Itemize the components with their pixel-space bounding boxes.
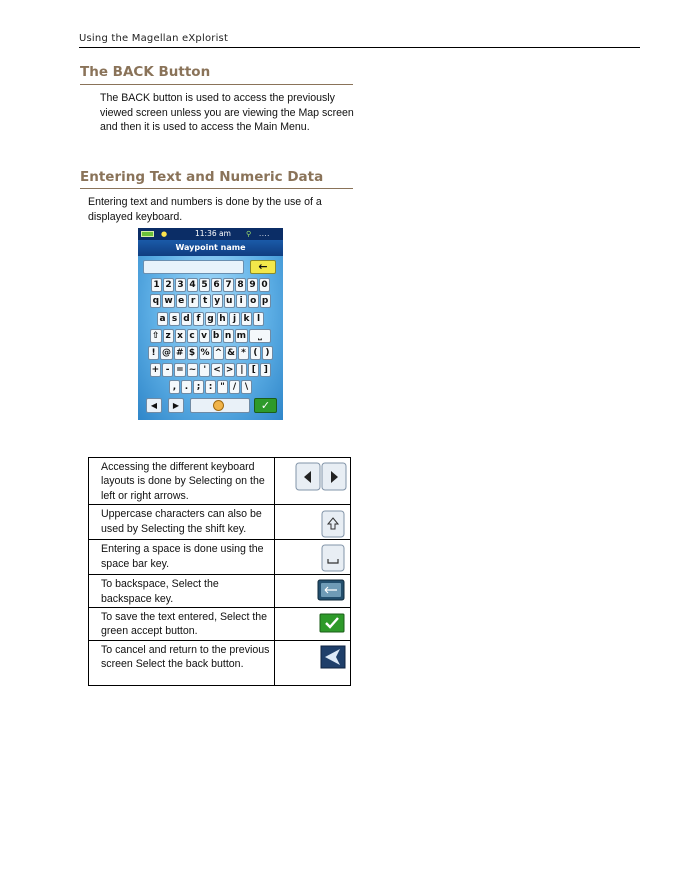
keyboard-key[interactable]: ⇧ (152, 331, 160, 341)
keyboard-key[interactable]: z (163, 329, 174, 343)
keyboard-key[interactable]: > (225, 365, 234, 375)
keyboard-key[interactable]: i (236, 294, 247, 308)
keyboard-key[interactable]: | (236, 363, 247, 377)
keyboard-key[interactable]: p (260, 294, 271, 308)
row-text: Accessing the different keyboard layouts is done by Selecting on the left or right arrows. (89, 458, 275, 505)
keyboard-key[interactable]: ⎵ (249, 329, 271, 343)
keyboard-key[interactable]: . (181, 380, 192, 394)
keyboard-key[interactable]: x (175, 329, 186, 343)
keyboard-key[interactable]: 9 (247, 278, 258, 292)
keyboard-key[interactable]: 4 (187, 278, 198, 292)
keyboard-key[interactable]: 6 (211, 278, 222, 292)
row-text: To save the text entered, Select the green accept button. (89, 608, 275, 641)
keyboard-key[interactable]: ] (260, 363, 271, 377)
back-button-icon (320, 645, 346, 669)
keyboard-key[interactable]: ) (262, 346, 273, 360)
keyboard-key[interactable]: , (169, 380, 180, 394)
keyboard-key[interactable]: ^ (214, 348, 223, 358)
row-icon-cell (275, 640, 351, 685)
keyboard-key[interactable]: [ (248, 363, 259, 377)
keyboard-key[interactable]: w (164, 296, 173, 306)
keyboard-key[interactable]: n (223, 329, 234, 343)
keyboard-key[interactable]: o (248, 294, 259, 308)
keyboard-key[interactable]: 7 (223, 278, 234, 292)
waypoint-name-field[interactable] (143, 260, 244, 274)
keyboard-key[interactable]: < (213, 365, 221, 375)
screen-title: Waypoint name (175, 243, 246, 252)
text-entry-heading: Entering Text and Numeric Data (80, 169, 324, 185)
signal-dots: .... (259, 230, 270, 238)
keyboard-key[interactable]: $ (187, 346, 198, 360)
keyboard-key[interactable]: a (157, 312, 168, 326)
keyboard-key[interactable]: / (229, 380, 240, 394)
running-header: Using the Magellan eXplorist (79, 33, 229, 44)
keyboard-key[interactable]: k (241, 312, 252, 326)
keyboard-key[interactable]: @ (162, 348, 171, 358)
keyboard-row (138, 363, 283, 377)
shift-key-icon (321, 510, 345, 538)
keyboard-key[interactable]: j (229, 312, 240, 326)
keyboard-key[interactable]: * (238, 346, 249, 360)
battery-icon (141, 231, 154, 237)
keyboard-key[interactable]: - (162, 363, 173, 377)
table-row (89, 608, 351, 641)
keyboard-key[interactable]: \ (241, 380, 252, 394)
keyboard-instructions-table (88, 457, 351, 686)
text-entry-paragraph: Entering text and numbers is done by the use of a displayed keyboard. (88, 196, 322, 223)
keyboard-key[interactable]: ! (148, 346, 159, 360)
keyboard-key[interactable]: u (224, 294, 235, 308)
row-icon-cell (275, 540, 351, 575)
keyboard-key[interactable]: d (181, 312, 192, 326)
status-bar (138, 228, 283, 240)
keyboard-key[interactable]: = (176, 365, 184, 375)
keyboard-row (138, 329, 283, 343)
left-right-arrows-icon (295, 462, 347, 492)
backspace-key-icon (317, 579, 345, 601)
back-heading-rule (80, 84, 353, 85)
keyboard-key[interactable]: f (193, 312, 204, 326)
keyboard-screenshot (138, 228, 283, 420)
keyboard-row (138, 312, 283, 326)
keyboard-key[interactable]: ; (193, 380, 204, 394)
keyboard-key[interactable]: q (150, 294, 161, 308)
keyboard-key[interactable]: 5 (199, 278, 210, 292)
backlight-icon: ● (161, 230, 168, 238)
keyboard-key[interactable]: : (205, 380, 216, 394)
row-icon-cell (275, 505, 351, 540)
keyboard-key[interactable]: l (253, 312, 264, 326)
keyboard-key[interactable]: 1 (151, 278, 162, 292)
keyboard-key[interactable]: y (212, 294, 223, 308)
keyboard-key[interactable]: r (188, 294, 199, 308)
backspace-button[interactable]: ← (250, 260, 276, 274)
keyboard-key[interactable]: v (199, 329, 210, 343)
keyboard-key[interactable]: 3 (175, 278, 186, 292)
keyboard-key[interactable]: 2 (163, 278, 174, 292)
satellite-icon: ⚲ (246, 230, 252, 238)
keyboard-row (138, 380, 283, 394)
back-button-paragraph: The BACK button is used to access the previously viewed screen unless you are viewing the Map screen and then it is used to access the Main Menu. (100, 92, 354, 134)
keyboard-key[interactable]: e (176, 294, 187, 308)
row-icon-cell (275, 458, 351, 505)
space-bar-key-icon (321, 544, 345, 572)
row-icon-cell (275, 575, 351, 608)
keyboard-key[interactable]: h (217, 312, 228, 326)
keyboard-key[interactable]: & (227, 348, 235, 358)
keyboard-key[interactable]: s (169, 312, 180, 326)
clock-time: 11:36 am (195, 229, 231, 238)
keyboard-key[interactable]: ( (250, 346, 261, 360)
keyboard-row (138, 294, 283, 308)
keyboard-key[interactable]: b (211, 329, 222, 343)
table-row (89, 575, 351, 608)
back-button-heading: The BACK Button (80, 64, 211, 80)
text-entry-heading-rule (80, 188, 353, 189)
row-text: To backspace, Select the backspace key. (89, 575, 275, 608)
compass-icon (213, 400, 224, 411)
keyboard-key[interactable]: 8 (235, 278, 246, 292)
keyboard-key[interactable]: c (187, 329, 198, 343)
keyboard-key[interactable]: g (205, 312, 216, 326)
keyboard-key[interactable]: " (217, 380, 228, 394)
keyboard-key[interactable]: t (200, 294, 211, 308)
accept-button[interactable]: ✓ (254, 398, 277, 413)
row-icon-cell (275, 608, 351, 641)
table-row (89, 505, 351, 540)
table-row (89, 458, 351, 505)
header-rule (79, 47, 640, 48)
keyboard-key[interactable]: ~ (188, 365, 197, 375)
keyboard-row (138, 278, 283, 292)
table-row (89, 640, 351, 685)
accept-button-icon (319, 613, 345, 633)
keyboard-key[interactable]: # (176, 348, 184, 358)
keyboard-next-layout-button[interactable]: ▶ (168, 398, 184, 413)
keyboard-row (138, 346, 283, 360)
row-text: Entering a space is done using the space bar key. (89, 540, 275, 575)
row-text: Uppercase characters can also be used by Selecting the shift key. (89, 505, 275, 540)
row-text: To cancel and return to the previous screen Select the back button. (89, 640, 275, 685)
table-row (89, 540, 351, 575)
keyboard-key[interactable]: % (200, 348, 210, 358)
keyboard-key[interactable]: + (151, 365, 160, 375)
keyboard-prev-layout-button[interactable]: ◀ (146, 398, 162, 413)
keyboard-key[interactable]: 0 (259, 278, 270, 292)
keyboard-key[interactable]: ' (199, 363, 210, 377)
keyboard-key[interactable]: m (236, 331, 246, 341)
